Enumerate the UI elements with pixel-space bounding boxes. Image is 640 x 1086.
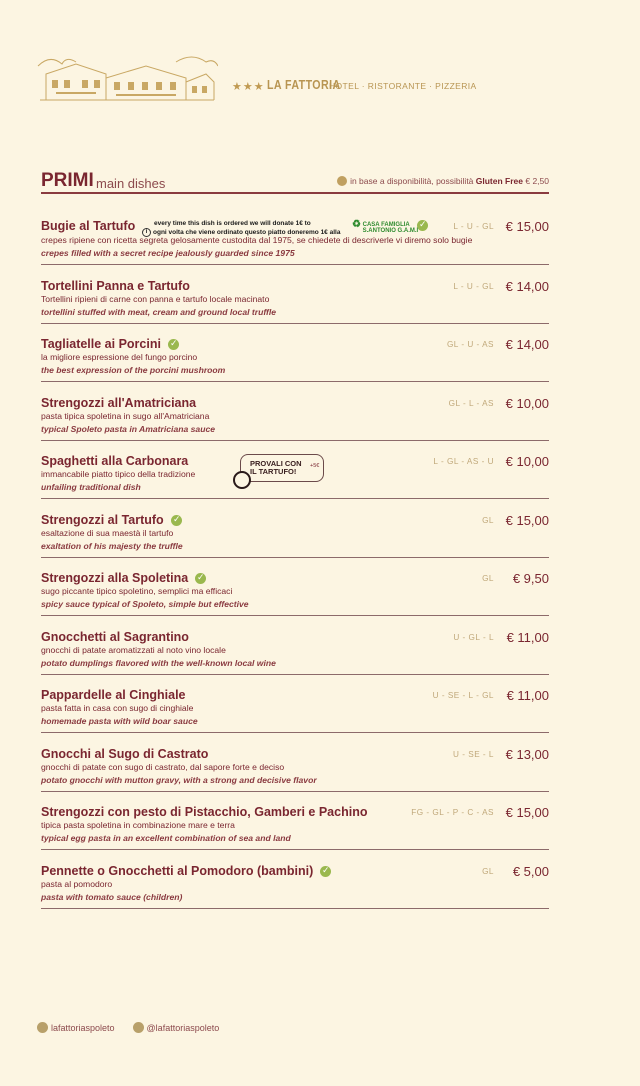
allergens-label: GL - L - AS bbox=[448, 399, 494, 408]
dish-description-en: typical Spoleto pasta in Amatriciana sauce bbox=[41, 424, 216, 434]
dish-price: € 5,00 bbox=[512, 864, 549, 879]
dish-description-en: spicy sauce typical of Spoleto, simple but effective bbox=[41, 599, 249, 609]
allergens-label: L - U - GL bbox=[453, 282, 494, 291]
allergens-label: GL bbox=[482, 574, 494, 583]
dish-description-it: pasta fatta in casa con sugo di cinghiale bbox=[41, 703, 194, 713]
section-header bbox=[41, 170, 549, 194]
dish-row bbox=[41, 337, 549, 382]
facebook-handle[interactable]: lafattoriaspoleto bbox=[51, 1023, 115, 1033]
dish-description-it: Tortellini ripieni di carne con panna e tartufo locale macinato bbox=[41, 294, 270, 304]
allergens-label: GL bbox=[482, 516, 494, 525]
brand-subtitle: HOTEL · RISTORANTE · PIZZERIA bbox=[329, 81, 477, 91]
gluten-free-note-text: in base a disponibilità, possibilità bbox=[350, 176, 476, 186]
truffle-icon bbox=[233, 471, 251, 489]
dish-description-en: typical egg pasta in an excellent combination of sea and land bbox=[41, 833, 291, 843]
dish-description-it: sugo piccante tipico spoletino, semplici ma efficaci bbox=[41, 586, 233, 596]
dish-price: € 10,00 bbox=[505, 454, 549, 469]
allergens-label: GL bbox=[482, 867, 494, 876]
dish-name: Strengozzi alla Spoletina bbox=[41, 571, 189, 585]
dish-row bbox=[41, 279, 549, 324]
dish-description-en: tortellini stuffed with meat, cream and ground local truffle bbox=[41, 307, 277, 317]
allergens-label: L - GL - AS - U bbox=[433, 457, 494, 466]
charity-logo bbox=[352, 219, 419, 234]
charity-logo-line2: S.ANTONIO G.A.M.I bbox=[362, 228, 419, 234]
allergens-label: L - U - GL bbox=[453, 222, 494, 231]
gluten-free-note bbox=[337, 176, 549, 186]
allergens-label: U - SE - L bbox=[453, 750, 494, 759]
dish-description-it: esaltazione di sua maestà il tartufo bbox=[41, 528, 174, 538]
dish-name: Gnocchi al Sugo di Castrato bbox=[41, 747, 209, 761]
vegetarian-icon bbox=[168, 339, 179, 350]
dish-price: € 9,50 bbox=[512, 571, 549, 586]
dish-price: € 11,00 bbox=[506, 688, 549, 703]
dish-name: Tagliatelle ai Porcini bbox=[41, 337, 161, 351]
header bbox=[36, 52, 616, 112]
promo-line2: IL TARTUFO! bbox=[250, 467, 297, 476]
dish-name: Gnocchetti al Sagrantino bbox=[41, 630, 189, 644]
section-subtitle: main dishes bbox=[96, 176, 166, 191]
dish-row bbox=[41, 747, 549, 792]
dish-description-it: immancabile piatto tipico della tradizione bbox=[41, 469, 196, 479]
hotel-building-illustration bbox=[36, 52, 218, 108]
dish-row bbox=[41, 864, 549, 909]
dish-row bbox=[41, 630, 549, 675]
dish-name: Strengozzi al Tartufo bbox=[41, 513, 164, 527]
vegetarian-icon bbox=[171, 515, 182, 526]
dish-row bbox=[41, 513, 549, 558]
dish-description-en: exaltation of his majesty the truffle bbox=[41, 541, 183, 551]
gluten-free-icon bbox=[337, 176, 347, 186]
allergens-label: GL - U - AS bbox=[446, 340, 494, 349]
instagram-handle[interactable]: @lafattoriaspoleto bbox=[146, 1023, 220, 1033]
dish-description-it: gnocchi di patate con sugo di castrato, dal sapore forte e deciso bbox=[41, 762, 285, 772]
dish-price: € 15,00 bbox=[505, 219, 549, 234]
dish-row bbox=[41, 805, 549, 850]
dish-description-it: pasta al pomodoro bbox=[41, 879, 113, 889]
dish-name: Bugie al Tartufo bbox=[41, 219, 136, 233]
dish-row bbox=[41, 571, 549, 616]
dish-description-en: crepes filled with a secret recipe jealously guarded since 1975 bbox=[41, 248, 295, 258]
dish-name: Pappardelle al Cinghiale bbox=[41, 688, 186, 702]
allergens-label: U - GL - L bbox=[453, 633, 494, 642]
dish-description-en: potato gnocchi with mutton gravy, with a strong and decisive flavor bbox=[41, 775, 317, 785]
dish-description-en: unfailing traditional dish bbox=[41, 482, 141, 492]
brand-name: LA FATTORIA bbox=[267, 77, 341, 92]
charity-note-en: every time this dish is ordered we will donate 1€ to bbox=[154, 220, 311, 227]
dish-name: Strengozzi all'Amatriciana bbox=[41, 396, 197, 410]
dish-description-it: pasta tipica spoletina in sugo all'Amatriciana bbox=[41, 411, 210, 421]
footer bbox=[37, 1022, 219, 1033]
dish-description-en: the best expression of the porcini mushroom bbox=[41, 365, 226, 375]
dish-name: Strengozzi con pesto di Pistacchio, Gamberi e Pachino bbox=[41, 805, 368, 819]
dish-row bbox=[41, 396, 549, 441]
dish-name: Tortellini Panna e Tartufo bbox=[41, 279, 190, 293]
dish-description-en: pasta with tomato sauce (children) bbox=[41, 892, 183, 902]
charity-logo-line1: CASA FAMIGLIA bbox=[362, 222, 410, 228]
gluten-free-label: Gluten Free bbox=[475, 176, 523, 186]
gluten-free-price: € 2,50 bbox=[523, 176, 549, 186]
facebook-icon[interactable] bbox=[37, 1022, 48, 1033]
dish-price: € 14,00 bbox=[505, 279, 549, 294]
dish-description-en: homemade pasta with wild boar sauce bbox=[41, 716, 198, 726]
info-icon: i bbox=[142, 228, 151, 237]
dish-description-it: tipica pasta spoletina in combinazione mare e terra bbox=[41, 820, 235, 830]
dish-row bbox=[41, 688, 549, 733]
dish-description-it: la migliore espressione del fungo porcino bbox=[41, 352, 198, 362]
allergens-label: U - SE - L - GL bbox=[432, 691, 494, 700]
dish-row bbox=[41, 219, 549, 265]
vegetarian-icon bbox=[320, 866, 331, 877]
dish-price: € 15,00 bbox=[505, 805, 549, 820]
truffle-promo-badge bbox=[240, 454, 324, 482]
instagram-icon[interactable] bbox=[133, 1022, 144, 1033]
dish-price: € 14,00 bbox=[505, 337, 549, 352]
dish-price: € 13,00 bbox=[505, 747, 549, 762]
dish-description-it: gnocchi di patate aromatizzati al noto vino locale bbox=[41, 645, 226, 655]
vegetarian-icon bbox=[195, 573, 206, 584]
allergens-label: FG - GL - P - C - AS bbox=[411, 808, 494, 817]
promo-line1: PROVALI CON bbox=[250, 459, 302, 468]
dish-name: Pennette o Gnocchetti al Pomodoro (bambini) bbox=[41, 864, 314, 878]
charity-note-it: ogni volta che viene ordinato questo piatto doneremo 1€ alla bbox=[153, 229, 341, 237]
dish-row bbox=[41, 454, 549, 499]
dish-price: € 10,00 bbox=[505, 396, 549, 411]
hotel-rating-stars: ★★★ bbox=[232, 81, 265, 93]
promo-price: +5€ bbox=[310, 463, 320, 469]
dish-name: Spaghetti alla Carbonara bbox=[41, 454, 189, 468]
dish-price: € 15,00 bbox=[505, 513, 549, 528]
section-title: PRIMI bbox=[41, 170, 94, 191]
recycle-icon: ♻ bbox=[352, 219, 361, 230]
dish-price: € 11,00 bbox=[506, 630, 549, 645]
dish-description-it: crepes ripiene con ricetta segreta gelosamente custodita dal 1975, se chiedete di descriverle vi diremo solo bugie bbox=[41, 235, 473, 245]
dish-description-en: potato dumplings flavored with the well-known local wine bbox=[41, 658, 276, 668]
